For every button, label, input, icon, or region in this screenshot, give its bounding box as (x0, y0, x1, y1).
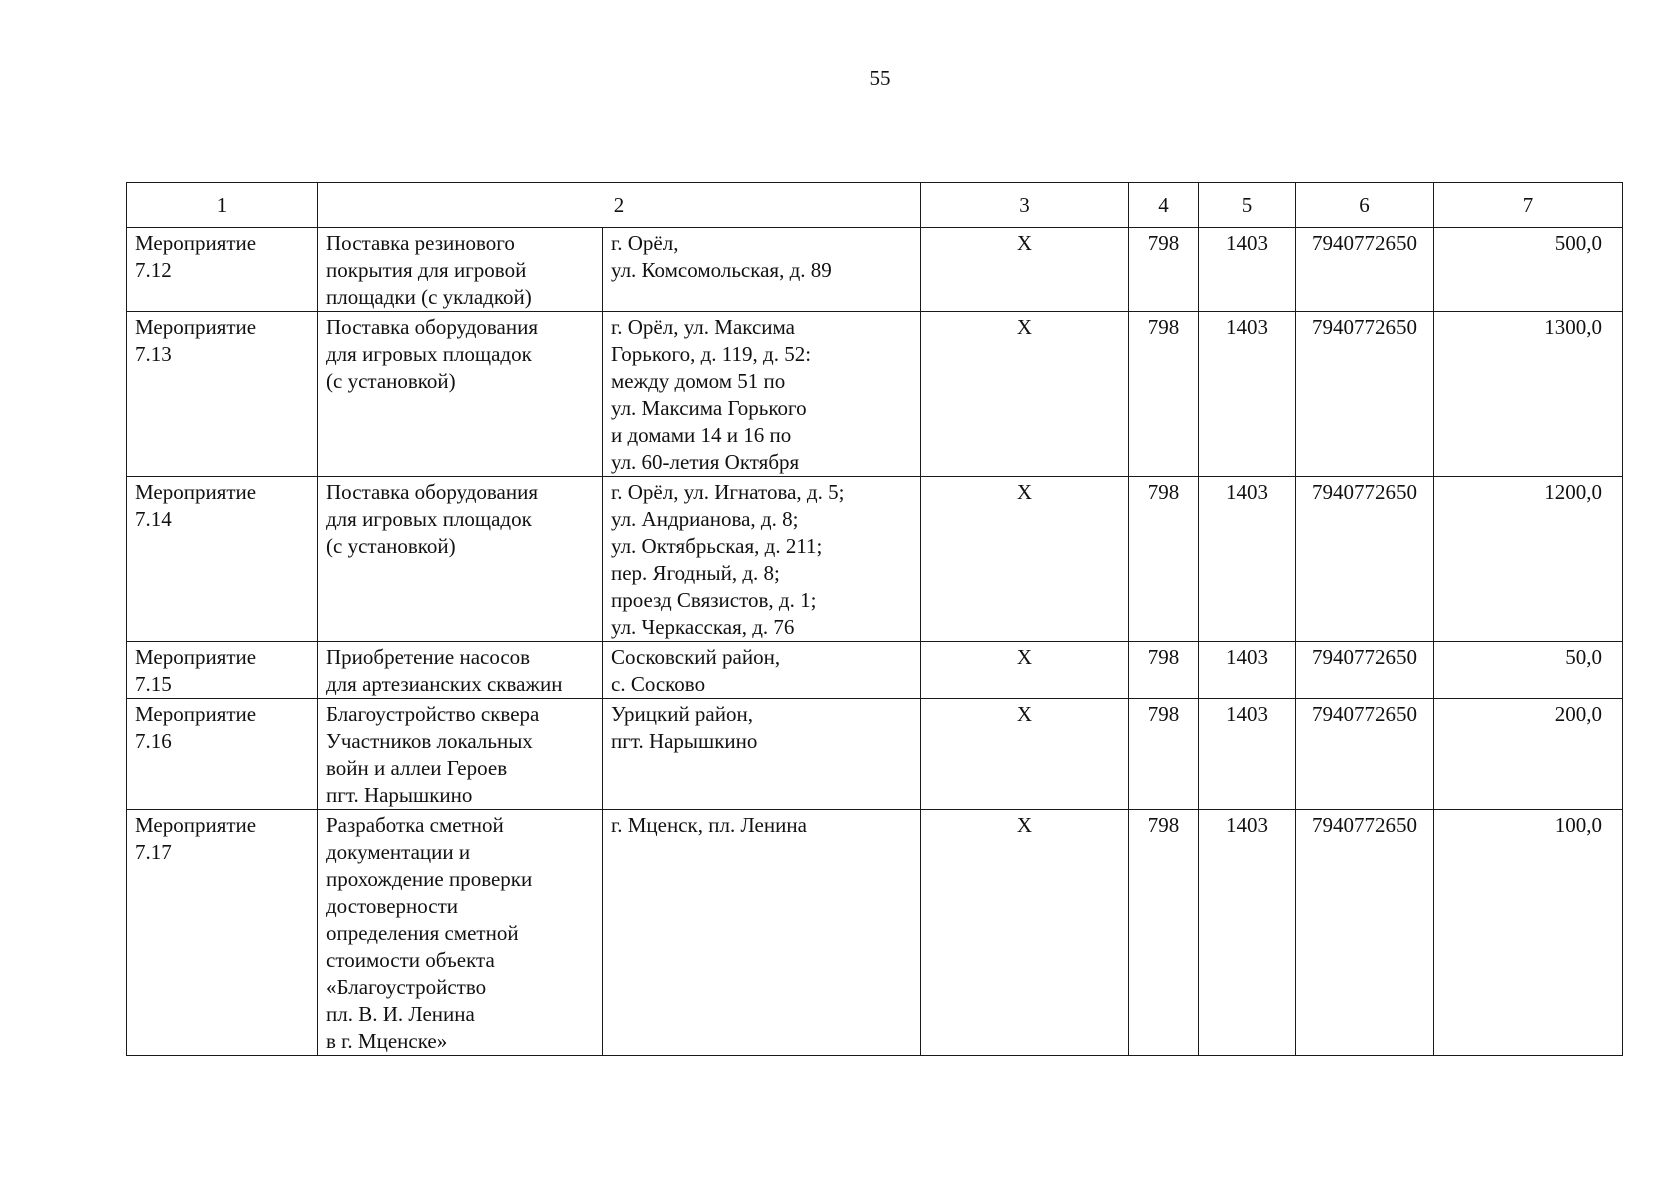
table-row (127, 312, 1623, 477)
col7-cell: 1300,0 (1434, 312, 1623, 477)
header-col-2: 2 (318, 183, 921, 228)
description-cell: Благоустройство сквера Участников локальных войн и аллеи Героев пгт. Нарышкино (318, 699, 603, 810)
col7-cell: 50,0 (1434, 642, 1623, 699)
address-cell: г. Орёл, ул. Комсомольская, д. 89 (603, 228, 921, 312)
header-col-1: 1 (127, 183, 318, 228)
col5-cell: 1403 (1199, 228, 1296, 312)
description-cell: Разработка сметной документации и прохождение проверки достоверности определения сметной стоимости объекта «Благоустройство пл. В. И. Ленина в г. Мценске» (318, 810, 603, 1056)
col3-cell: Х (921, 477, 1129, 642)
header-col-4: 4 (1129, 183, 1199, 228)
col6-cell: 7940772650 (1296, 312, 1434, 477)
header-col-3: 3 (921, 183, 1129, 228)
col4-cell: 798 (1129, 642, 1199, 699)
col3-cell: Х (921, 228, 1129, 312)
col7-cell: 1200,0 (1434, 477, 1623, 642)
col6-cell: 7940772650 (1296, 699, 1434, 810)
col4-cell: 798 (1129, 228, 1199, 312)
col3-cell: Х (921, 699, 1129, 810)
col4-cell: 798 (1129, 810, 1199, 1056)
col7-cell: 200,0 (1434, 699, 1623, 810)
col5-cell: 1403 (1199, 312, 1296, 477)
address-cell: г. Орёл, ул. Игнатова, д. 5; ул. Андрианова, д. 8; ул. Октябрьская, д. 211; пер. Ягодный, д. 8; проезд Связистов, д. 1; ул. Черкасская, д. 76 (603, 477, 921, 642)
col7-cell: 500,0 (1434, 228, 1623, 312)
col6-cell: 7940772650 (1296, 810, 1434, 1056)
event-cell: Мероприятие 7.13 (127, 312, 318, 477)
col7-cell: 100,0 (1434, 810, 1623, 1056)
table-row (127, 810, 1623, 1056)
col6-cell: 7940772650 (1296, 477, 1434, 642)
header-col-5: 5 (1199, 183, 1296, 228)
budget-table (126, 182, 1623, 1056)
description-cell: Поставка оборудования для игровых площадок (с установкой) (318, 477, 603, 642)
col4-cell: 798 (1129, 477, 1199, 642)
table-row (127, 642, 1623, 699)
col3-cell: Х (921, 810, 1129, 1056)
address-cell: Урицкий район, пгт. Нарышкино (603, 699, 921, 810)
description-cell: Приобретение насосов для артезианских скважин (318, 642, 603, 699)
table-row (127, 477, 1623, 642)
event-cell: Мероприятие 7.14 (127, 477, 318, 642)
header-row (127, 183, 1623, 228)
event-cell: Мероприятие 7.16 (127, 699, 318, 810)
header-col-7: 7 (1434, 183, 1623, 228)
col5-cell: 1403 (1199, 642, 1296, 699)
address-cell: Сосковский район, с. Сосково (603, 642, 921, 699)
table-row (127, 228, 1623, 312)
col5-cell: 1403 (1199, 477, 1296, 642)
col6-cell: 7940772650 (1296, 642, 1434, 699)
event-cell: Мероприятие 7.12 (127, 228, 318, 312)
col3-cell: Х (921, 312, 1129, 477)
address-cell: г. Орёл, ул. Максима Горького, д. 119, д. 52: между домом 51 по ул. Максима Горького и домами 14 и 16 по ул. 60-летия Октября (603, 312, 921, 477)
event-cell: Мероприятие 7.15 (127, 642, 318, 699)
description-cell: Поставка оборудования для игровых площадок (с установкой) (318, 312, 603, 477)
table-row (127, 699, 1623, 810)
col5-cell: 1403 (1199, 810, 1296, 1056)
event-cell: Мероприятие 7.17 (127, 810, 318, 1056)
page-number: 55 (869, 66, 891, 90)
description-cell: Поставка резинового покрытия для игровой площадки (с укладкой) (318, 228, 603, 312)
address-cell: г. Мценск, пл. Ленина (603, 810, 921, 1056)
col3-cell: Х (921, 642, 1129, 699)
col5-cell: 1403 (1199, 699, 1296, 810)
col4-cell: 798 (1129, 312, 1199, 477)
col6-cell: 7940772650 (1296, 228, 1434, 312)
col4-cell: 798 (1129, 699, 1199, 810)
header-col-6: 6 (1296, 183, 1434, 228)
